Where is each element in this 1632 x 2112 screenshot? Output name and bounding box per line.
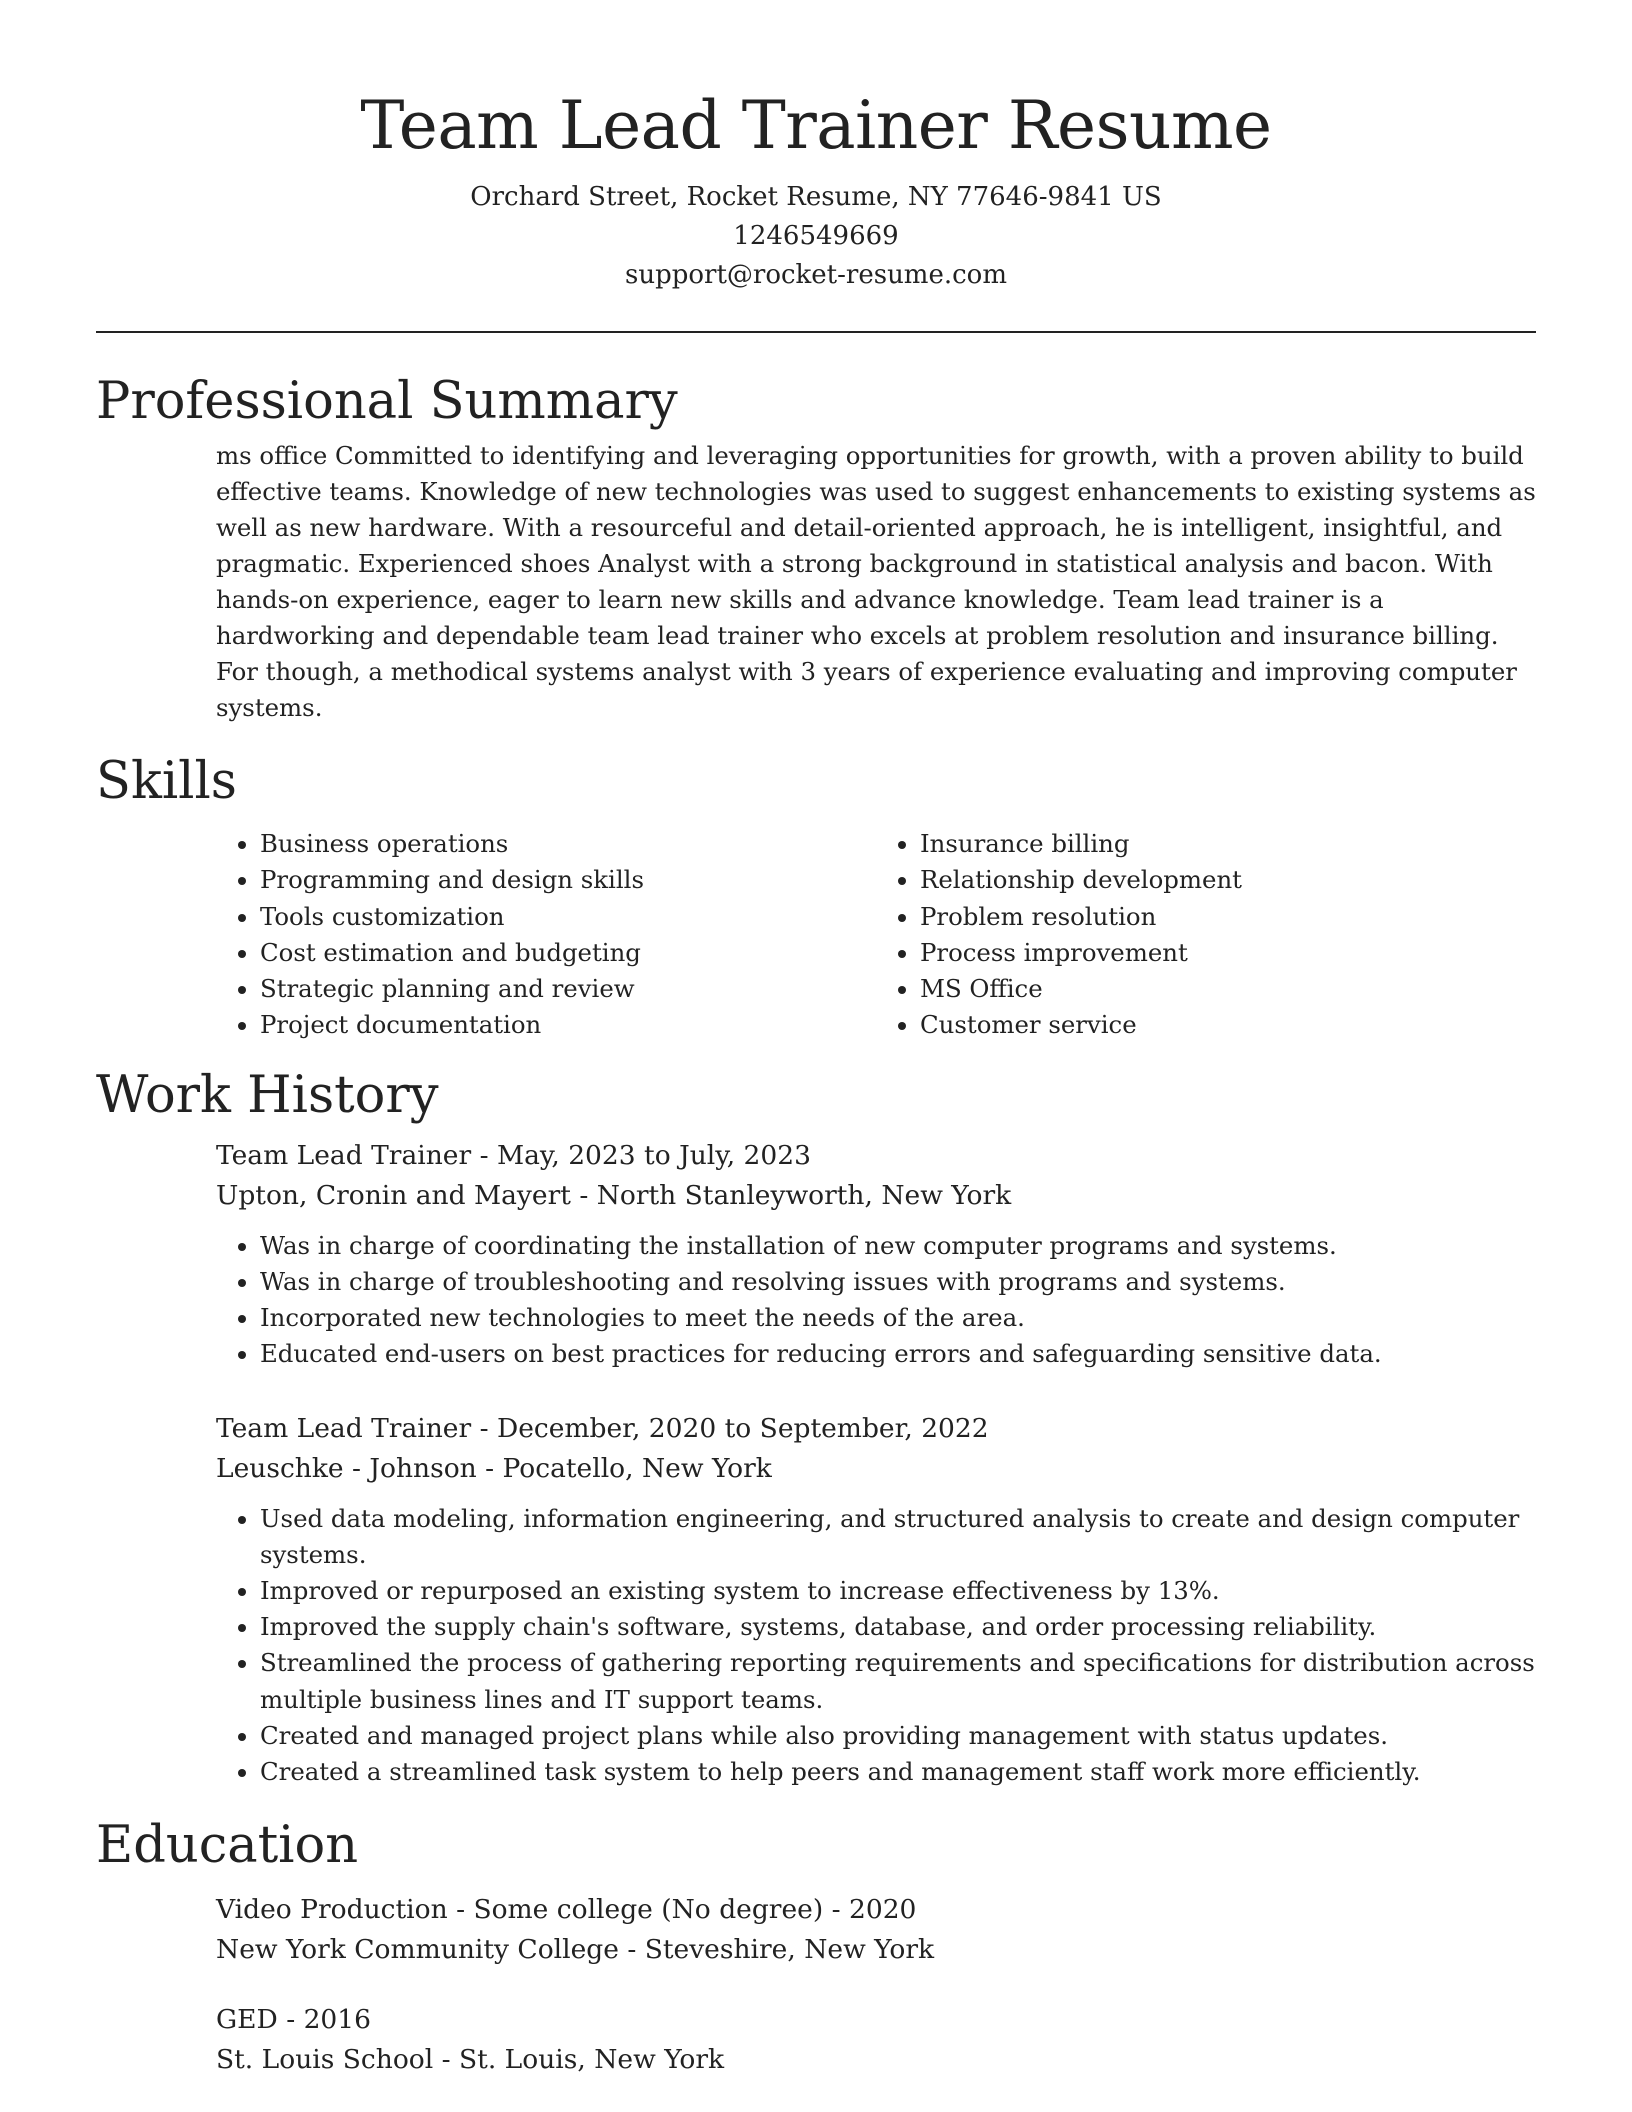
skill-item: • Tools customization [260, 899, 876, 935]
skill-item: • Business operations [260, 826, 876, 862]
job-bullets [216, 1228, 1550, 1373]
email-text: support@rocket-resume.com [624, 260, 1007, 290]
skill-item: • Customer service [920, 1007, 1536, 1043]
job-location: - North Stanleyworth, New York [570, 1179, 1012, 1211]
phone-text: 1246549669 [733, 221, 899, 251]
education-degree: GED [216, 2004, 278, 2036]
job-bullet: • Created a streamlined task system to help peers and management staff work more efficiently. [260, 1754, 1550, 1790]
skill-item: • Insurance billing [920, 826, 1536, 862]
education-heading: Education [96, 1816, 359, 1876]
job-title-line [216, 1409, 1536, 1449]
skills-heading: Skills [96, 752, 237, 811]
address-text: Orchard Street, Rocket Resume, NY 77646-9841 US [470, 182, 1162, 212]
job-bullets [216, 1501, 1550, 1791]
job-company: Leuschke - Johnson [216, 1452, 477, 1484]
skills-column-right [876, 826, 1536, 1044]
education-school: St. Louis School [216, 2044, 434, 2076]
job-entry [216, 1136, 1536, 1373]
job-bullet: • Educated end-users on best practices for reducing errors and safeguarding sensitive data. [260, 1336, 1550, 1372]
education-school: New York Community College [216, 1934, 619, 1966]
job-company-line [216, 1176, 1536, 1216]
job-dates: - December, 2020 to September, 2022 [471, 1412, 989, 1444]
skill-item: • Problem resolution [920, 899, 1536, 935]
education-degree-line [216, 1890, 1536, 1930]
job-company: Upton, Cronin and Mayert [216, 1179, 571, 1211]
skills-list [216, 826, 1536, 1044]
resume-title: Team Lead Trainer Resume [360, 87, 1272, 164]
education-school-line [216, 2040, 1536, 2080]
job-role: Team Lead Trainer [216, 1139, 472, 1171]
header-divider [96, 331, 1536, 333]
job-dates: - May, 2023 to July, 2023 [471, 1139, 811, 1171]
job-bullet: • Used data modeling, information engineering, and structured analysis to create and design computer systems. [260, 1501, 1550, 1573]
skill-item: • Cost estimation and budgeting [260, 935, 876, 971]
work-history-heading: Work History [96, 1065, 439, 1125]
summary-text: ms office Committed to identifying and leveraging opportunities for growth, with a proven ability to build effective teams. Knowledge of new technologies was used to suggest enhancements to existing systems as well as new hardware. With a resourceful and detail-oriented approach, he is intelligent, insightful, and pragmatic. Experienced shoes Analyst with a strong background in statistical analysis and bacon. With hands-on experience, eager to learn new skills and advance knowledge. Team lead trainer is a hardworking and dependable team lead trainer who excels at problem resolution and insurance billing. For though, a methodical systems analyst with 3 years of experience evaluating and improving computer systems. [216, 441, 1536, 722]
skill-item: • MS Office [920, 971, 1536, 1007]
job-bullet: • Improved the supply chain's software, systems, database, and order processing reliability. [260, 1609, 1550, 1645]
job-title-line [216, 1136, 1536, 1176]
job-entry [216, 1409, 1536, 1791]
job-location: - Pocatello, New York [476, 1452, 772, 1484]
skill-item: • Process improvement [920, 935, 1536, 971]
job-bullet: • Was in charge of coordinating the installation of new computer programs and systems. [260, 1228, 1550, 1264]
skill-item: • Programming and design skills [260, 862, 876, 898]
education-school-line [216, 1930, 1536, 1970]
job-bullet: • Streamlined the process of gathering reporting requirements and specifications for distribution across multiple business lines and IT support teams. [260, 1645, 1550, 1717]
skill-item: • Strategic planning and review [260, 971, 876, 1007]
resume-page [96, 0, 1536, 2080]
job-role: Team Lead Trainer [216, 1412, 472, 1444]
education-location: - St. Louis, New York [433, 2044, 725, 2076]
education-entry [216, 1890, 1536, 1970]
resume-header [96, 0, 1536, 295]
skill-item: • Relationship development [920, 862, 1536, 898]
job-bullet: • Created and managed project plans while also providing management with status updates. [260, 1718, 1550, 1754]
contact-block [96, 178, 1536, 295]
job-bullet: • Incorporated new technologies to meet the needs of the area. [260, 1300, 1550, 1336]
education-location: - Steveshire, New York [618, 1934, 935, 1966]
education-year: - 2020 [823, 1894, 917, 1926]
education-entry [216, 2000, 1536, 2080]
education-degree-line [216, 2000, 1536, 2040]
job-company-line [216, 1449, 1536, 1489]
skill-item: • Project documentation [260, 1007, 876, 1043]
education-degree: Video Production - Some college (No degree) [216, 1894, 824, 1926]
job-bullet: • Was in charge of troubleshooting and resolving issues with programs and systems. [260, 1264, 1550, 1300]
job-bullet: • Improved or repurposed an existing system to increase effectiveness by 13%. [260, 1573, 1550, 1609]
education-year: - 2016 [277, 2004, 372, 2036]
summary-heading: Professional Summary [96, 372, 678, 431]
skills-column-left [216, 826, 876, 1044]
